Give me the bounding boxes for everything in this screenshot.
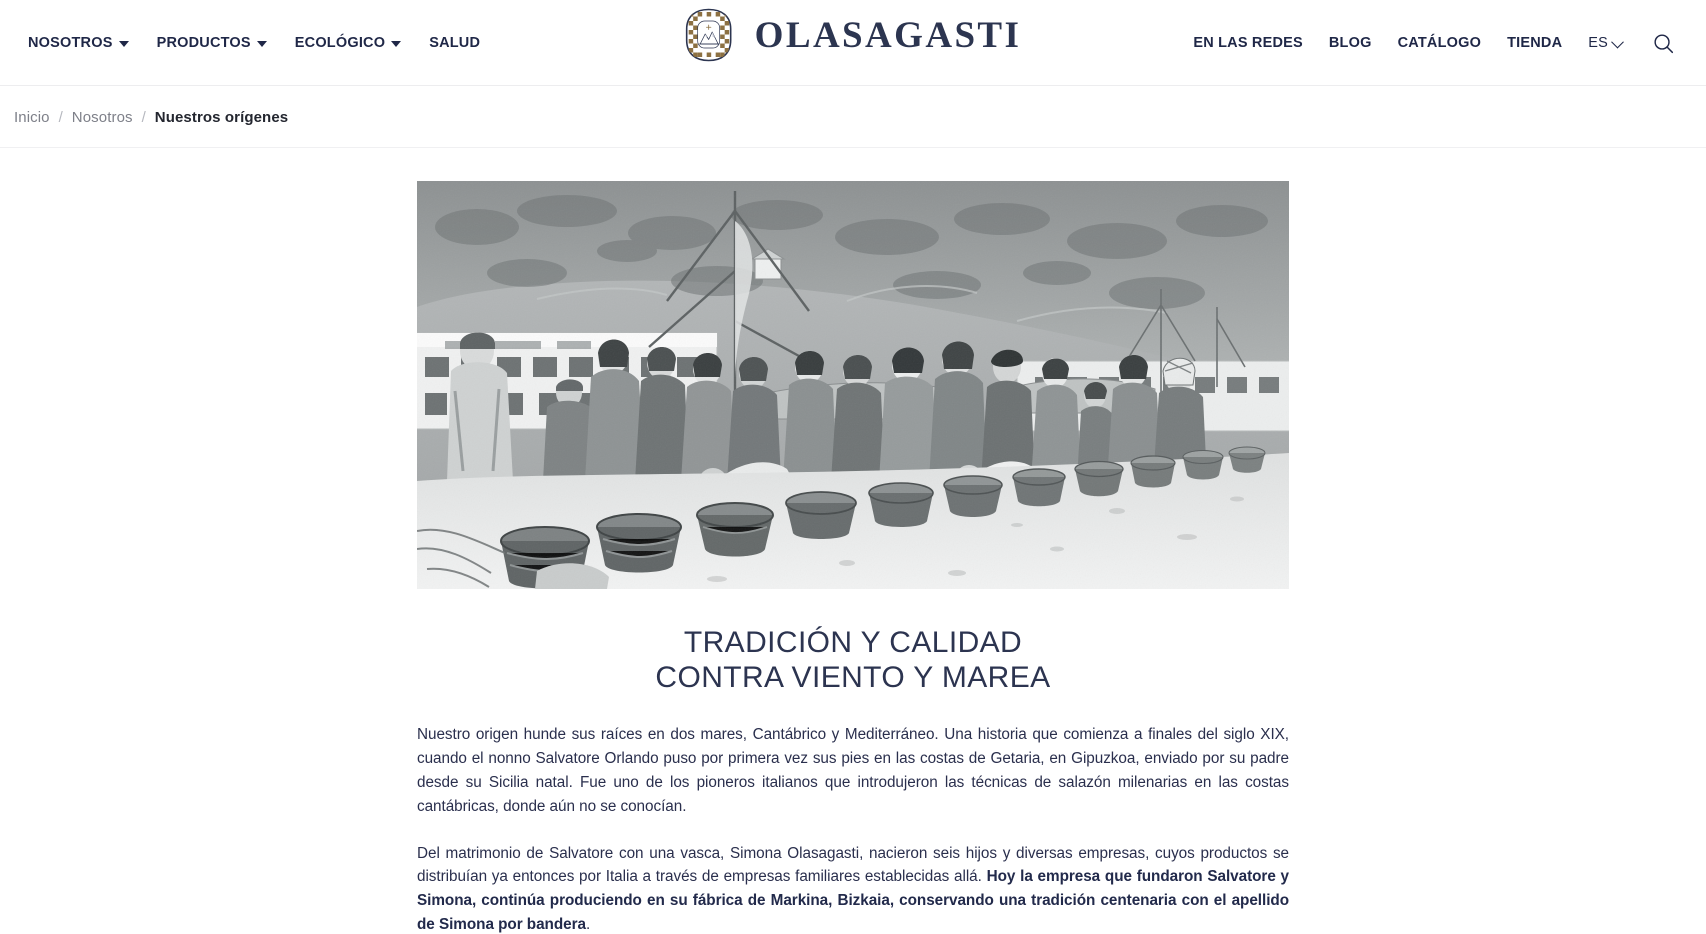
chevron-down-icon: [257, 41, 267, 47]
site-header: [0, 0, 1706, 86]
nav-item-label: ECOLÓGICO: [294, 34, 386, 51]
page-title-line-1: TRADICIÓN Y CALIDAD: [683, 626, 1023, 659]
language-label: ES: [1588, 34, 1608, 51]
nav-item-nosotros[interactable]: [28, 36, 129, 51]
nav-item-tienda[interactable]: [1507, 36, 1562, 51]
chevron-down-icon: [119, 41, 129, 47]
paragraph-1-text: Nuestro origen hunde sus raíces en dos mares, Cantábrico y Mediterráneo. Una historia que comienza a finales del siglo XIX, cuando el nonno Salvatore Orlando puso por primera vez sus pies en las costas de Getaria, en Gipuzkoa, enviado por su padre desde su Sicilia natal. Fue uno de los pioneros italianos que introdujeron las técnicas de salazón milenarias en las costas cantábricas, donde aún no se conocían.: [417, 726, 1289, 815]
nav-item-salud[interactable]: [429, 36, 480, 51]
nav-item-catalogo[interactable]: [1398, 36, 1482, 51]
primary-nav-right: [1193, 28, 1678, 58]
olasagasti-crest-icon: [685, 8, 733, 62]
nav-item-label: PRODUCTOS: [156, 34, 251, 51]
paragraph-2-emphasis: Hoy la empresa que fundaron Salvatore y Simona, continúa produciendo en su fábrica de Markina, Bizkaia, conservando una tradición centenaria con el apellido de Simona por bandera: [417, 868, 1289, 934]
nav-item-label: SALUD: [429, 34, 481, 51]
language-selector[interactable]: [1588, 36, 1622, 51]
paragraph-1: [417, 723, 1289, 818]
site-logo[interactable]: [685, 8, 1022, 62]
nav-item-label: CATÁLOGO: [1397, 34, 1482, 51]
chevron-down-icon: [391, 41, 401, 47]
nav-item-ecologico[interactable]: [295, 36, 401, 51]
chevron-down-icon: [1611, 35, 1624, 48]
breadcrumb-item-inicio[interactable]: Inicio: [14, 108, 50, 126]
content-column: [417, 181, 1289, 934]
search-button[interactable]: [1648, 28, 1678, 58]
nav-item-label: NOSOTROS: [28, 34, 113, 51]
search-icon: [1652, 32, 1675, 55]
page-title-line-2: CONTRA VIENTO Y MAREA: [655, 661, 1051, 695]
historic-harbour-photo: [417, 181, 1289, 589]
logo-wordmark: OLASAGASTI: [754, 14, 1022, 56]
hero-image: [417, 181, 1289, 589]
paragraph-2: [417, 842, 1289, 934]
nav-item-en-las-redes[interactable]: [1193, 36, 1303, 51]
paragraph-2-tail: .: [585, 916, 591, 934]
paragraph-2-text: Del matrimonio de Salvatore con una vasca, Simona Olasagasti, nacieron seis hijos y diversas empresas, cuyos productos se distribuían ya entonces por Italia a través de empresas familiares establecidas allá.: [417, 844, 1289, 886]
breadcrumb-separator: /: [141, 108, 146, 126]
nav-item-label: BLOG: [1328, 34, 1372, 51]
nav-item-label: TIENDA: [1507, 34, 1563, 51]
primary-nav-left: [28, 36, 480, 51]
page-title: [417, 625, 1289, 695]
breadcrumb-separator: /: [58, 108, 63, 126]
nav-item-blog[interactable]: [1329, 36, 1372, 51]
breadcrumb: [0, 86, 1706, 148]
body-copy: [417, 723, 1289, 934]
breadcrumb-item-nosotros[interactable]: Nosotros: [71, 108, 133, 126]
nav-item-label: EN LAS REDES: [1193, 34, 1303, 51]
main-content: [0, 148, 1706, 934]
nav-item-productos[interactable]: [157, 36, 267, 51]
breadcrumb-item-current: Nuestros orígenes: [154, 108, 289, 126]
